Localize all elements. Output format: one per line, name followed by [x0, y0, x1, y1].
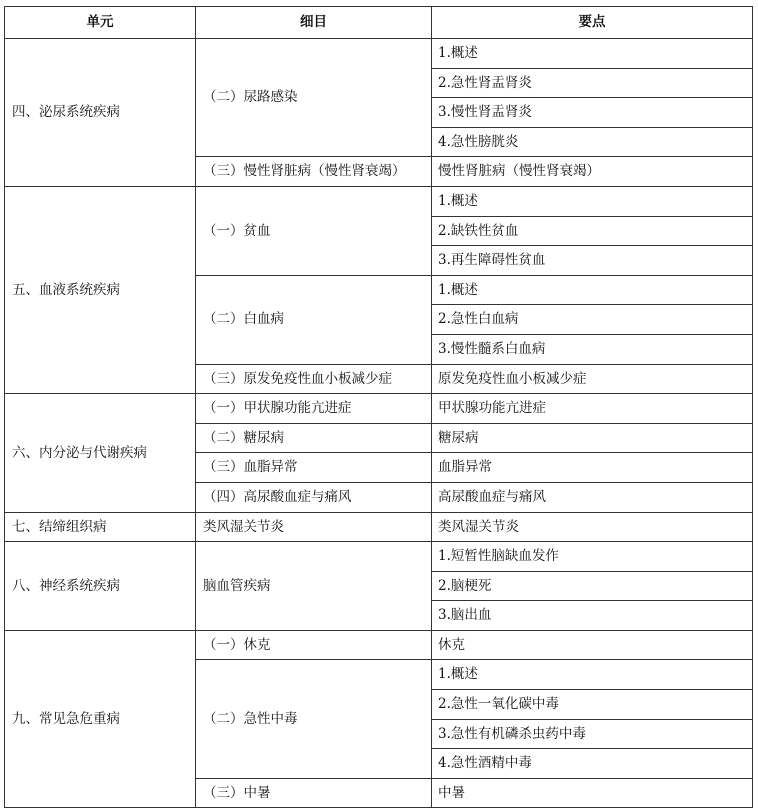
table-row [5, 542, 753, 572]
table-body [5, 39, 753, 808]
item-cell: （二）白血病 [196, 275, 432, 364]
header-point: 要点 [432, 7, 753, 39]
header-row [5, 7, 753, 39]
unit-cell: 九、常见急危重病 [5, 630, 196, 808]
point-cell: 休克 [432, 630, 753, 660]
item-cell: （二）糖尿病 [196, 423, 432, 453]
point-cell: 1.概述 [432, 39, 753, 69]
point-cell: 1.概述 [432, 660, 753, 690]
point-cell: 血脂异常 [432, 453, 753, 483]
header-unit: 单元 [5, 7, 196, 39]
item-cell: （三）慢性肾脏病（慢性肾衰竭） [196, 157, 432, 187]
point-cell: 3.再生障碍性贫血 [432, 246, 753, 276]
syllabus-table [4, 6, 753, 808]
point-cell: 3.急性有机磷杀虫药中毒 [432, 719, 753, 749]
table-row [5, 39, 753, 69]
point-cell: 糖尿病 [432, 423, 753, 453]
item-cell: 脑血管疾病 [196, 542, 432, 631]
point-cell: 2.急性肾盂肾炎 [432, 68, 753, 98]
point-cell: 3.慢性髓系白血病 [432, 334, 753, 364]
point-cell: 1.概述 [432, 186, 753, 216]
item-cell: （三）血脂异常 [196, 453, 432, 483]
point-cell: 2.急性白血病 [432, 305, 753, 335]
point-cell: 原发免疫性血小板减少症 [432, 364, 753, 394]
item-cell: （一）甲状腺功能亢进症 [196, 394, 432, 424]
unit-cell: 四、泌尿系统疾病 [5, 39, 196, 187]
item-cell: 类风湿关节炎 [196, 512, 432, 542]
point-cell: 4.急性膀胱炎 [432, 127, 753, 157]
point-cell: 慢性肾脏病（慢性肾衰竭） [432, 157, 753, 187]
point-cell: 4.急性酒精中毒 [432, 749, 753, 779]
point-cell: 3.脑出血 [432, 601, 753, 631]
header-item: 细目 [196, 7, 432, 39]
table-row [5, 394, 753, 424]
point-cell: 2.急性一氧化碳中毒 [432, 690, 753, 720]
point-cell: 甲状腺功能亢进症 [432, 394, 753, 424]
item-cell: （一）休克 [196, 630, 432, 660]
point-cell: 1.短暂性脑缺血发作 [432, 542, 753, 572]
point-cell: 3.慢性肾盂肾炎 [432, 98, 753, 128]
point-cell: 类风湿关节炎 [432, 512, 753, 542]
point-cell: 2.缺铁性贫血 [432, 216, 753, 246]
item-cell: （三）原发免疫性血小板减少症 [196, 364, 432, 394]
unit-cell: 五、血液系统疾病 [5, 186, 196, 393]
item-cell: （一）贫血 [196, 186, 432, 275]
point-cell: 中暑 [432, 778, 753, 808]
point-cell: 2.脑梗死 [432, 571, 753, 601]
table-row [5, 630, 753, 660]
table-row [5, 512, 753, 542]
table-row [5, 186, 753, 216]
unit-cell: 六、内分泌与代谢疾病 [5, 394, 196, 512]
item-cell: （二）急性中毒 [196, 660, 432, 778]
point-cell: 1.概述 [432, 275, 753, 305]
item-cell: （四）高尿酸血症与痛风 [196, 482, 432, 512]
point-cell: 高尿酸血症与痛风 [432, 482, 753, 512]
unit-cell: 七、结缔组织病 [5, 512, 196, 542]
unit-cell: 八、神经系统疾病 [5, 542, 196, 631]
item-cell: （二）尿路感染 [196, 39, 432, 157]
item-cell: （三）中暑 [196, 778, 432, 808]
